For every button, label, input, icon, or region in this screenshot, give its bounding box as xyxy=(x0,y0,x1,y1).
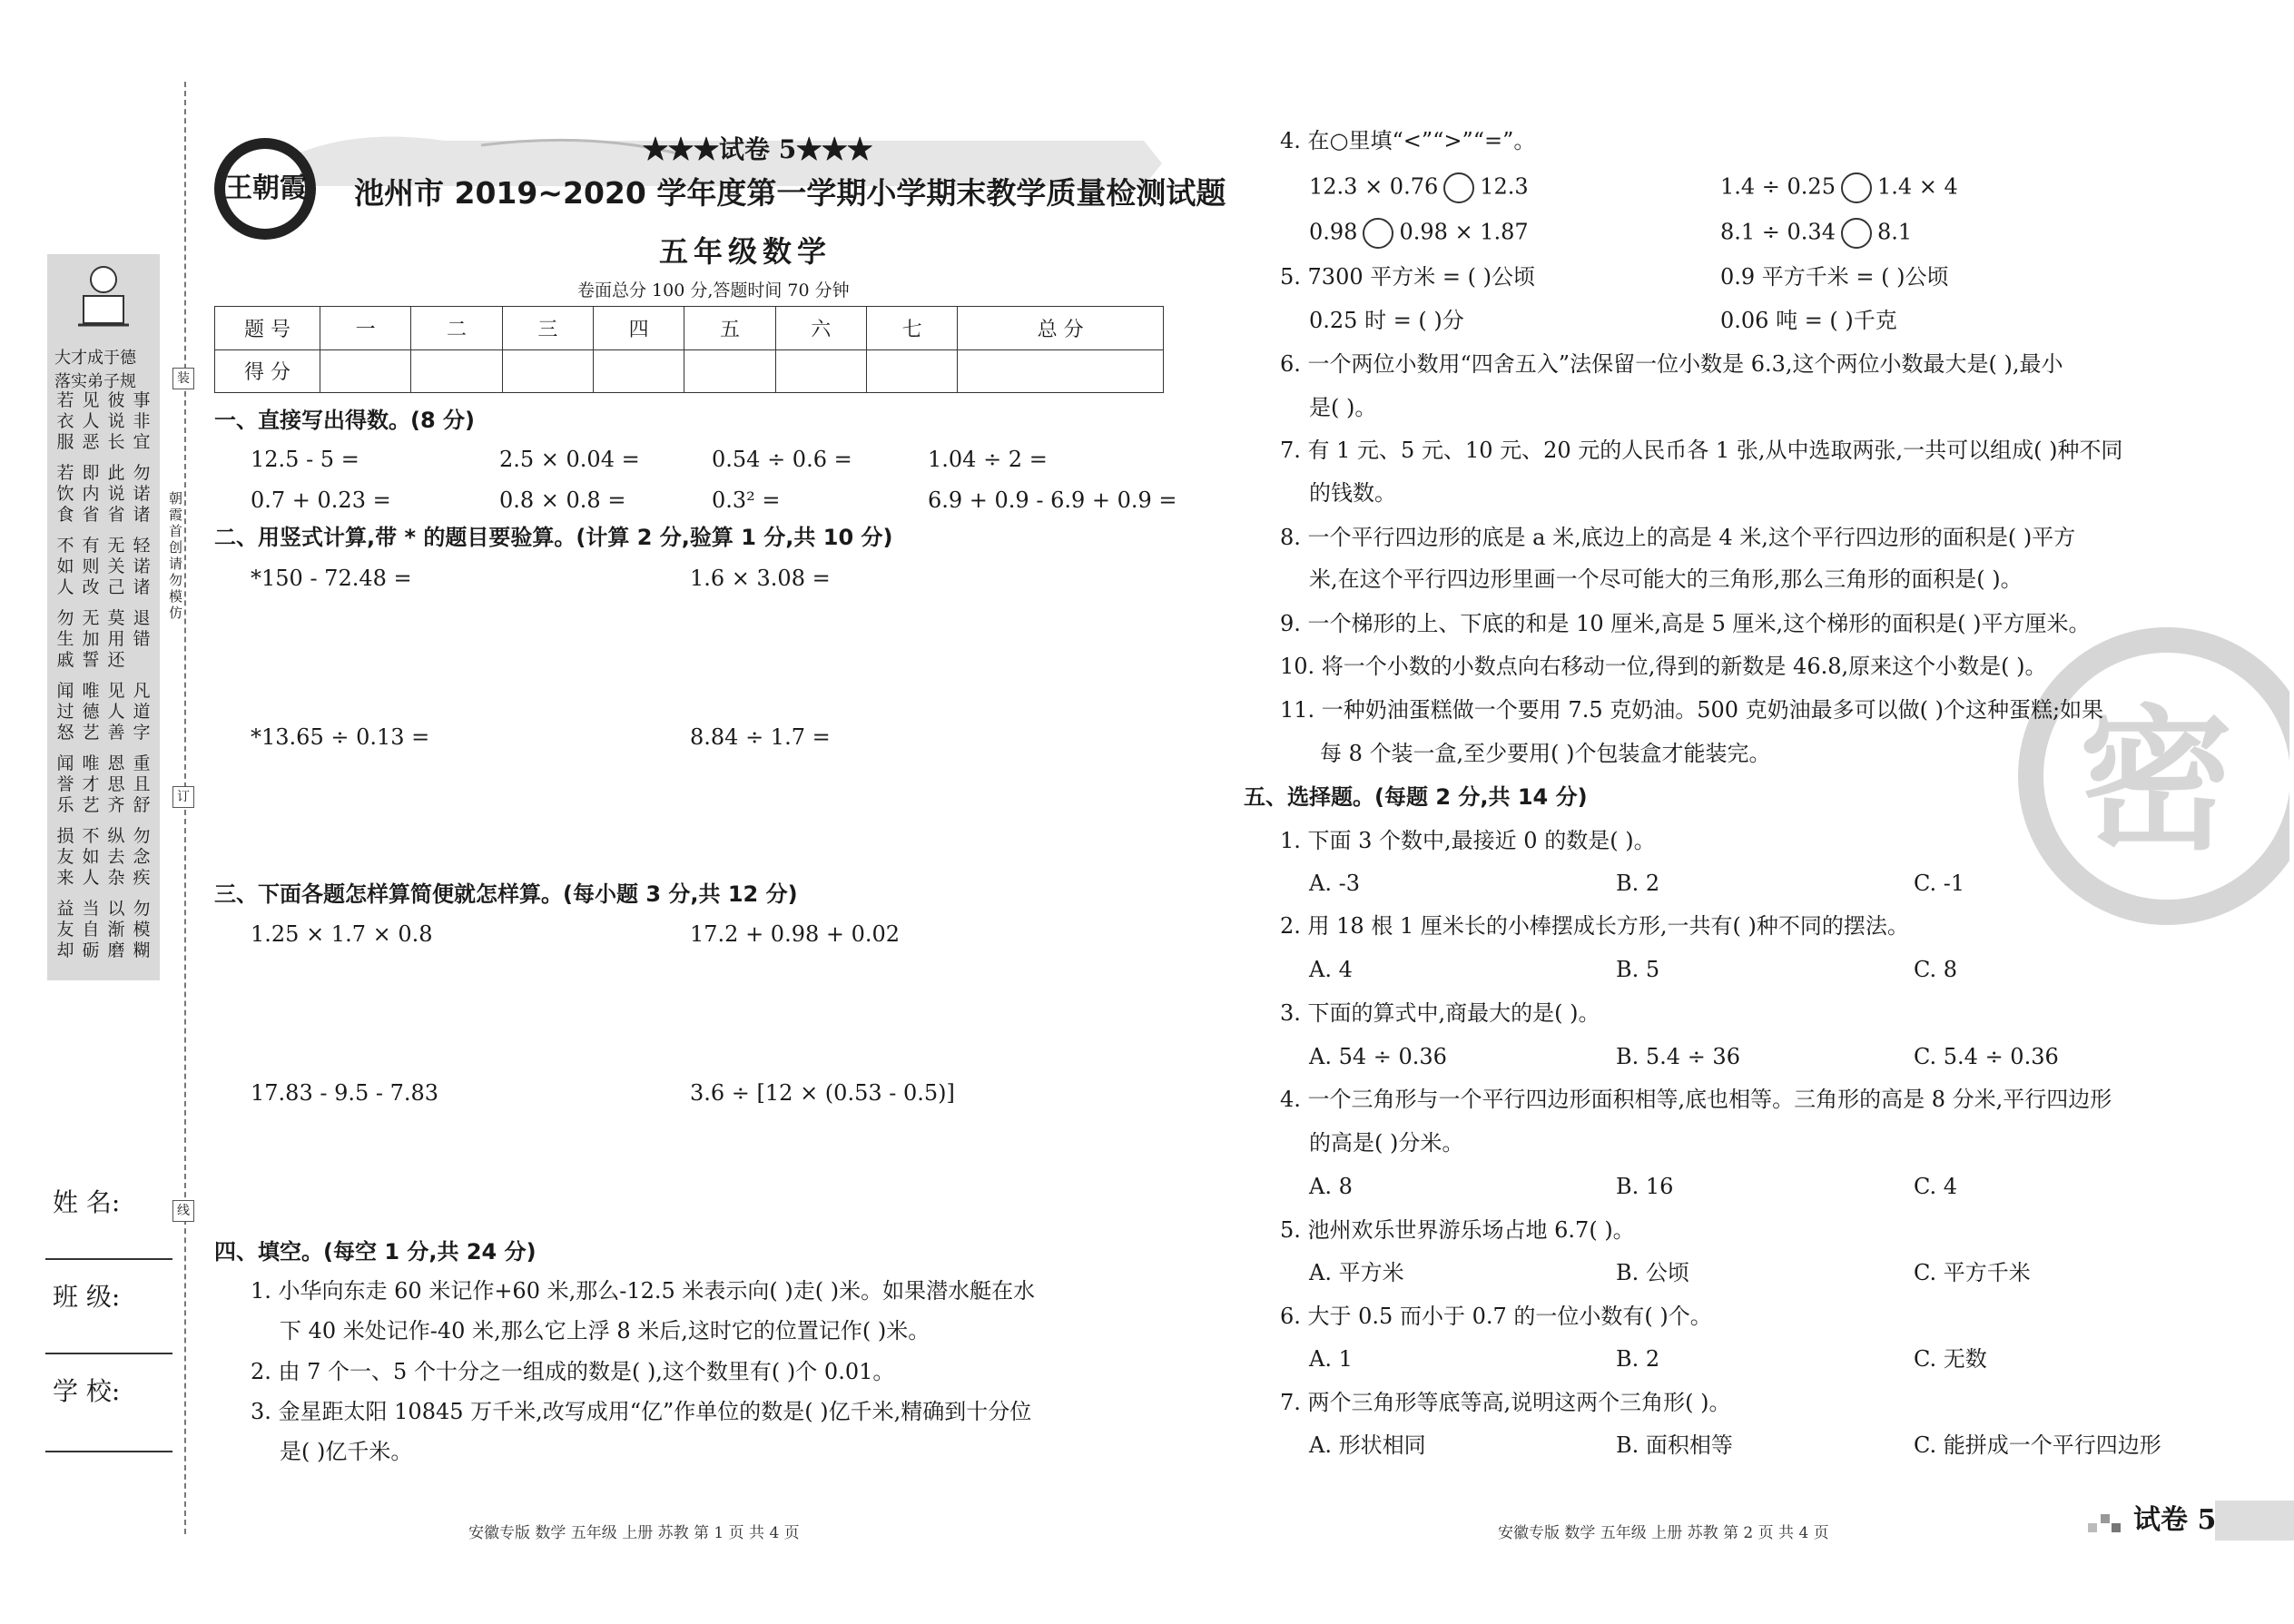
score-row-values xyxy=(215,349,1164,393)
motto-column: 唯才艺 xyxy=(82,753,100,815)
motto-column: 闻过怒 xyxy=(56,681,74,743)
score-col-4: 四 xyxy=(593,307,684,350)
motto-bottom: 落实弟子规 xyxy=(54,372,136,391)
compare-right: 12.3 xyxy=(1480,173,1529,200)
s4-q8-cont: 米,在这个平行四边形里画一个尽可能大的三角形,那么三角形的面积是( )。 xyxy=(1309,566,2023,592)
motto-column: 轻诺诸 xyxy=(133,536,151,597)
s1-item: 0.7 + 0.23 = xyxy=(251,487,391,513)
s4-q6-cont: 是( )。 xyxy=(1309,395,1377,420)
s5-q1-option[interactable]: C. -1 xyxy=(1914,871,1965,896)
compare-left: 12.3 × 0.76 xyxy=(1309,173,1439,200)
s4-q2: 2. 由 7 个一、5 个十分之一组成的数是( ),这个数里有( )个 0.01。 xyxy=(251,1359,895,1384)
brand-name: 王朝霞 xyxy=(225,172,307,204)
s4-q6: 6. 一个两位小数用“四舍五入”法保留一位小数是 6.3,这个两位小数最大是( ),最小 xyxy=(1280,351,2063,377)
score-col-2: 二 xyxy=(411,307,502,350)
score-col-7: 七 xyxy=(866,307,957,350)
s2-item: *13.65 ÷ 0.13 = xyxy=(251,724,430,750)
s1-item: 1.04 ÷ 2 = xyxy=(928,447,1048,472)
motto-column: 勿生戚 xyxy=(56,608,74,670)
s5-q3-option[interactable]: C. 5.4 ÷ 0.36 xyxy=(1914,1044,2059,1069)
score-cell[interactable] xyxy=(958,349,1164,393)
s4-q4-item4 xyxy=(1720,218,1912,249)
motto-column: 若饮食 xyxy=(56,463,74,525)
motto-column: 不如人 xyxy=(56,536,74,597)
compare-circle[interactable] xyxy=(1443,172,1474,203)
motto-panel xyxy=(47,254,160,980)
s1-item: 2.5 × 0.04 = xyxy=(499,447,640,472)
compare-left: 8.1 ÷ 0.34 xyxy=(1720,219,1836,245)
s3-item: 3.6 ÷ [12 × (0.53 - 0.5)] xyxy=(690,1080,955,1106)
s5-q6: 6. 大于 0.5 而小于 0.7 的一位小数有( )个。 xyxy=(1280,1304,1712,1329)
score-table xyxy=(214,306,1164,393)
motto-column: 纵去杂 xyxy=(107,826,125,888)
motto-column: 损友来 xyxy=(56,826,74,888)
side-label-xian: 线 xyxy=(172,1200,194,1222)
compare-left: 0.98 xyxy=(1309,219,1358,245)
score-cell[interactable] xyxy=(320,349,411,393)
tag-band xyxy=(2215,1501,2294,1540)
s5-q6-option[interactable]: C. 无数 xyxy=(1914,1346,1987,1372)
s5-q4-cont: 的高是( )分米。 xyxy=(1309,1130,1464,1156)
class-label: 班 级: xyxy=(53,1282,121,1312)
section4-title: 四、填空。(每空 1 分,共 24 分) xyxy=(214,1239,537,1265)
s4-q5-d: 0.06 吨 = ( )千克 xyxy=(1720,308,1897,333)
s5-q1-option[interactable]: B. 2 xyxy=(1616,871,1660,896)
s3-item: 17.2 + 0.98 + 0.02 xyxy=(690,921,901,947)
compare-circle[interactable] xyxy=(1363,218,1393,249)
motto-column: 见人善 xyxy=(107,681,125,743)
motto-top: 大才成于德 xyxy=(54,349,136,368)
s5-q2-option[interactable]: C. 8 xyxy=(1914,957,1958,982)
s4-q11: 11. 一种奶油蛋糕做一个要用 7.5 克奶油。500 克奶油最多可以做( )个这种蛋糕;如果 xyxy=(1280,697,2104,723)
motto-illustration xyxy=(74,260,133,332)
s1-item: 12.5 - 5 = xyxy=(251,447,359,472)
s4-q1: 1. 小华向东走 60 米记作+60 米,那么-12.5 米表示向( )走( )米。如果潜水艇在水 xyxy=(251,1278,1036,1304)
s5-q5: 5. 池州欢乐世界游乐场占地 6.7( )。 xyxy=(1280,1217,1635,1243)
motto-column: 勿诺诸 xyxy=(133,463,151,525)
binding-line xyxy=(184,82,186,1534)
s5-q7: 7. 两个三角形等底等高,说明这两个三角形( )。 xyxy=(1280,1390,1731,1415)
motto-column: 以渐磨 xyxy=(107,899,125,960)
s4-q3: 3. 金星距太阳 10845 万千米,改写成用“亿”作单位的数是( )亿千米,精确到十分位 xyxy=(251,1399,1032,1424)
s5-q5-option[interactable]: A. 平方米 xyxy=(1309,1260,1404,1285)
score-col-5: 五 xyxy=(684,307,775,350)
motto-column: 重且舒 xyxy=(133,753,151,815)
s3-item: 17.83 - 9.5 - 7.83 xyxy=(251,1080,439,1106)
score-value-label: 得 分 xyxy=(215,349,320,393)
compare-right: 1.4 × 4 xyxy=(1876,173,1958,200)
score-cell[interactable] xyxy=(775,349,866,393)
exam-title: 池州市 2019~2020 学年度第一学期小学期末教学质量检测试题 xyxy=(354,175,1226,211)
paper-number: ★★★试卷 5★★★ xyxy=(643,134,873,164)
s5-q2-option[interactable]: A. 4 xyxy=(1309,957,1353,982)
motto-column: 此说省 xyxy=(107,463,125,525)
s2-item: *150 - 72.48 = xyxy=(251,566,412,591)
s5-q4-option[interactable]: A. 8 xyxy=(1309,1174,1353,1199)
s4-q4-item1 xyxy=(1309,172,1529,203)
s5-q5-option[interactable]: C. 平方千米 xyxy=(1914,1260,2031,1285)
school-field[interactable] xyxy=(45,1451,172,1452)
s1-item: 6.9 + 0.9 - 6.9 + 0.9 = xyxy=(928,487,1177,513)
s5-q7-option[interactable]: B. 面积相等 xyxy=(1616,1432,1733,1458)
s4-q9: 9. 一个梯形的上、下底的和是 10 厘米,高是 5 厘米,这个梯形的面积是( )平方厘米。 xyxy=(1280,611,2091,636)
s4-q5-a: 5. 7300 平方米 = ( )公顷 xyxy=(1280,264,1535,290)
score-cell[interactable] xyxy=(502,349,593,393)
s5-q6-option[interactable]: B. 2 xyxy=(1616,1346,1660,1372)
motto-column: 有则改 xyxy=(82,536,100,597)
motto-column: 见人恶 xyxy=(82,390,100,452)
side-label-zhuang: 装 xyxy=(172,368,194,389)
s5-q4-option[interactable]: B. 16 xyxy=(1616,1174,1674,1199)
tag-decoration xyxy=(2088,1507,2124,1540)
s5-q4: 4. 一个三角形与一个平行四边形面积相等,底也相等。三角形的高是 8 分米,平行四边形 xyxy=(1280,1087,2112,1112)
score-cell[interactable] xyxy=(866,349,957,393)
compare-right: 0.98 × 1.87 xyxy=(1399,219,1529,245)
motto-column: 若衣服 xyxy=(56,390,74,452)
section2-title: 二、用竖式计算,带 * 的题目要验算。(计算 2 分,验算 1 分,共 10 分) xyxy=(214,525,893,550)
class-field[interactable] xyxy=(45,1353,172,1354)
s4-q5-c: 0.25 时 = ( )分 xyxy=(1309,308,1464,333)
s1-item: 0.54 ÷ 0.6 = xyxy=(712,447,852,472)
section3-title: 三、下面各题怎样算简便就怎样算。(每小题 3 分,共 12 分) xyxy=(214,881,798,907)
s2-item: 1.6 × 3.08 = xyxy=(690,566,831,591)
watermark-text: 密 xyxy=(2079,690,2234,871)
motto-column: 无关己 xyxy=(107,536,125,597)
motto-column: 事非宜 xyxy=(133,390,151,452)
s4-q4: 4. 在○里填“<”“>”“=”。 xyxy=(1280,128,1536,153)
subject-title: 五年级数学 xyxy=(659,234,832,269)
s5-q1-option[interactable]: A. -3 xyxy=(1309,871,1360,896)
s5-q2: 2. 用 18 根 1 厘米长的小棒摆成长方形,一共有( )种不同的摆法。 xyxy=(1280,913,1909,939)
s4-q8: 8. 一个平行四边形的底是 a 米,底边上的高是 4 米,这个平行四边形的面积是( )平方 xyxy=(1280,525,2076,550)
side-text: 朝霞首创 请勿模仿 xyxy=(169,490,183,621)
compare-circle[interactable] xyxy=(1841,218,1872,249)
motto-column: 勿模糊 xyxy=(133,899,151,960)
s4-q11-cont: 每 8 个装一盒,至少要用( )个包装盒才能装完。 xyxy=(1320,741,1771,766)
s5-q3: 3. 下面的算式中,商最大的是( )。 xyxy=(1280,1000,1600,1026)
motto-column: 即内省 xyxy=(82,463,100,525)
score-cell[interactable] xyxy=(593,349,684,393)
motto-column: 退错 xyxy=(133,608,151,649)
motto-column: 不如人 xyxy=(82,826,100,888)
score-label: 题 号 xyxy=(215,307,320,350)
score-cell[interactable] xyxy=(684,349,775,393)
s3-item: 1.25 × 1.7 × 0.8 xyxy=(251,921,433,947)
side-label-ding: 订 xyxy=(172,786,194,808)
s5-q7-option[interactable]: C. 能拼成一个平行四边形 xyxy=(1914,1432,2161,1458)
motto-column: 凡道字 xyxy=(133,681,151,743)
compare-circle[interactable] xyxy=(1841,172,1872,203)
s4-q10: 10. 将一个小数的小数点向右移动一位,得到的新数是 46.8,原来这个小数是( )。 xyxy=(1280,654,2047,679)
s5-q3-option[interactable]: B. 5.4 ÷ 36 xyxy=(1616,1044,1740,1069)
motto-column: 唯德艺 xyxy=(82,681,100,743)
score-col-1: 一 xyxy=(320,307,411,350)
compare-left: 1.4 ÷ 0.25 xyxy=(1720,173,1836,200)
s4-q1-cont: 下 40 米处记作-40 米,那么它上浮 8 米后,这时它的位置记作( )米。 xyxy=(280,1318,930,1343)
motto-column: 勿念疾 xyxy=(133,826,151,888)
s5-q3-option[interactable]: A. 54 ÷ 0.36 xyxy=(1309,1044,1447,1069)
motto-column: 闻誉乐 xyxy=(56,753,74,815)
motto-column: 益友却 xyxy=(56,899,74,960)
paper-tag: 试卷 5 xyxy=(2133,1504,2217,1536)
name-field[interactable] xyxy=(45,1258,172,1260)
compare-right: 8.1 xyxy=(1876,219,1913,245)
s5-q1: 1. 下面 3 个数中,最接近 0 的数是( )。 xyxy=(1280,828,1656,853)
s4-q3-cont: 是( )亿千米。 xyxy=(280,1439,413,1464)
s5-q6-option[interactable]: A. 1 xyxy=(1309,1346,1353,1372)
footer-left: 安徽专版 数学 五年级 上册 苏教 第 1 页 共 4 页 xyxy=(468,1524,800,1542)
s5-q5-option[interactable]: B. 公顷 xyxy=(1616,1260,1689,1285)
s5-q7-option[interactable]: A. 形状相同 xyxy=(1309,1432,1426,1458)
s1-item: 0.8 × 0.8 = xyxy=(499,487,626,513)
motto-column: 当自砺 xyxy=(82,899,100,960)
school-label: 学 校: xyxy=(53,1376,121,1406)
section1-title: 一、直接写出得数。(8 分) xyxy=(214,408,475,433)
s4-q4-item3 xyxy=(1309,218,1529,249)
score-col-3: 三 xyxy=(502,307,593,350)
s4-q4-item2 xyxy=(1720,172,1958,203)
motto-column: 莫用还 xyxy=(107,608,125,670)
motto-column: 恩思齐 xyxy=(107,753,125,815)
exam-info: 卷面总分 100 分,答题时间 70 分钟 xyxy=(577,281,850,300)
motto-columns xyxy=(56,390,154,971)
score-col-total: 总 分 xyxy=(958,307,1164,350)
motto-column: 彼说长 xyxy=(107,390,125,452)
section5-title: 五、选择题。(每题 2 分,共 14 分) xyxy=(1244,784,1588,810)
s2-item: 8.84 ÷ 1.7 = xyxy=(690,724,831,750)
s5-q2-option[interactable]: B. 5 xyxy=(1616,957,1660,982)
s4-q5-b: 0.9 平方千米 = ( )公顷 xyxy=(1720,264,1949,290)
score-row-labels xyxy=(215,307,1164,350)
s5-q4-option[interactable]: C. 4 xyxy=(1914,1174,1958,1199)
score-cell[interactable] xyxy=(411,349,502,393)
footer-right: 安徽专版 数学 五年级 上册 苏教 第 2 页 共 4 页 xyxy=(1498,1524,1829,1542)
name-label: 姓 名: xyxy=(53,1187,121,1217)
s1-item: 0.3² = xyxy=(712,487,781,513)
score-col-6: 六 xyxy=(775,307,866,350)
s4-q7-cont: 的钱数。 xyxy=(1309,480,1396,506)
s4-q7: 7. 有 1 元、5 元、10 元、20 元的人民币各 1 张,从中选取两张,一共可以组成( )种不同 xyxy=(1280,438,2123,463)
motto-column: 无加誓 xyxy=(82,608,100,670)
